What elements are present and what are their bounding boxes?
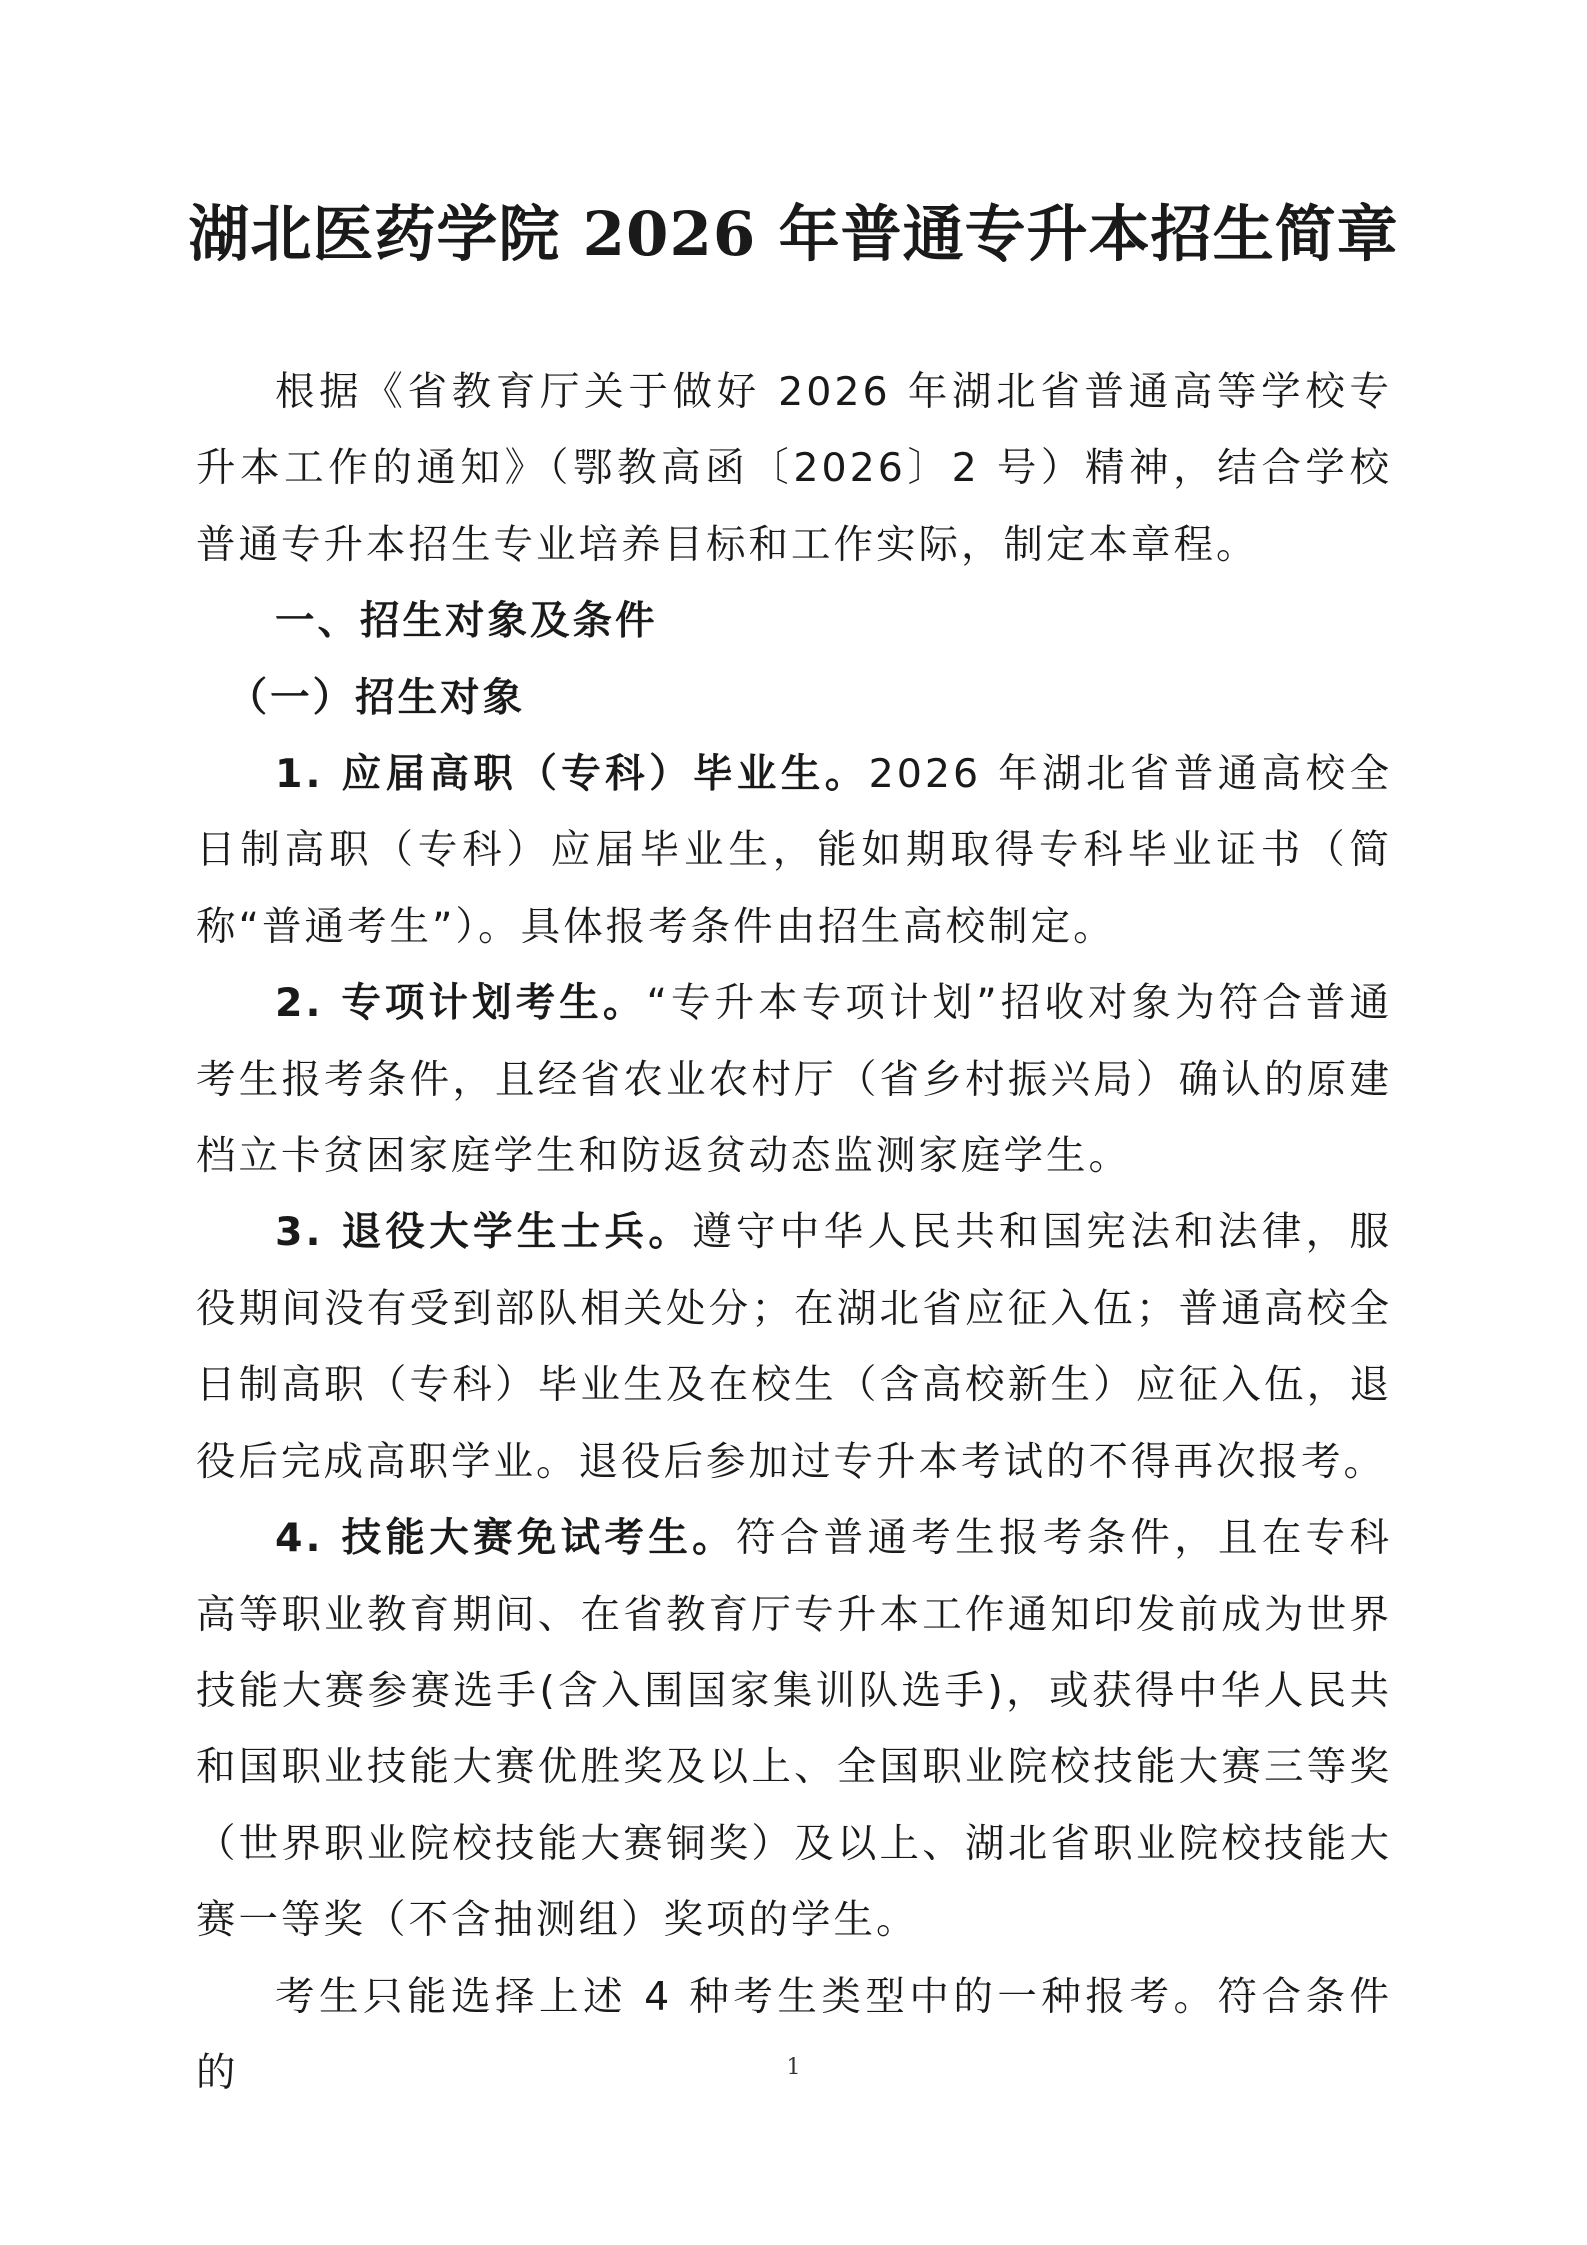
page-number: 1 — [786, 2055, 801, 2080]
document-body — [196, 354, 1392, 2111]
item-text: 符合普通考生报考条件，且在专科高等职业教育期间、在省教育厅专升本工作通知印发前成为世界技能大赛参赛选手(含入围国家集训队选手)，或获得中华人民共和国职业技能大赛优胜奖及以上、全国职业院校技能大赛三等奖（世界职业院校技能大赛铜奖）及以上、湖北省职业院校技能大赛一等奖（不含抽测组）奖项的学生。 — [196, 1515, 1393, 1944]
closing-paragraph: 考生只能选择上述 4 种考生类型中的一种报考。符合条件的 — [196, 1973, 1392, 2096]
subsection-heading: （一）招生对象 — [227, 674, 526, 721]
item-lead: 1. 应届高职（专科）毕业生。 — [275, 751, 869, 798]
item-lead: 4. 技能大赛免试考生。 — [275, 1515, 736, 1562]
list-item — [196, 965, 1392, 1194]
item-text: “专升本专项计划”招收对象为符合普通考生报考条件，且经省农业农村厅（省乡村振兴局）确认的原建档立卡贫困家庭学生和防返贫动态监测家庭学生。 — [196, 980, 1392, 1180]
page-title: 湖北医药学院 2026 年普通专升本招生简章 — [188, 199, 1399, 270]
item-lead: 3. 退役大学生士兵。 — [275, 1209, 693, 1256]
item-text: 遵守中华人民共和国宪法和法律，服役期间没有受到部队相关处分；在湖北省应征入伍；普通高校全日制高职（专科）毕业生及在校生（含高校新生）应征入伍，退役后完成高职学业。退役后参加过专升本考试的不得再次报考。 — [196, 1209, 1393, 1485]
item-lead: 2. 专项计划考生。 — [275, 980, 647, 1027]
list-item — [196, 1500, 1392, 1958]
section-heading: 一、招生对象及条件 — [275, 598, 658, 645]
list-item — [196, 1194, 1392, 1500]
item-text: 2026 年湖北省普通高校全日制高职（专科）应届毕业生，能如期取得专科毕业证书（简称“普通考生”）。具体报考条件由招生高校制定。 — [196, 751, 1392, 950]
list-item — [196, 736, 1392, 965]
intro-paragraph: 根据《省教育厅关于做好 2026 年湖北省普通高等学校专升本工作的通知》（鄂教高函〔2026〕2 号）精神，结合学校普通专升本招生专业培养目标和工作实际，制定本章程。 — [196, 369, 1392, 568]
